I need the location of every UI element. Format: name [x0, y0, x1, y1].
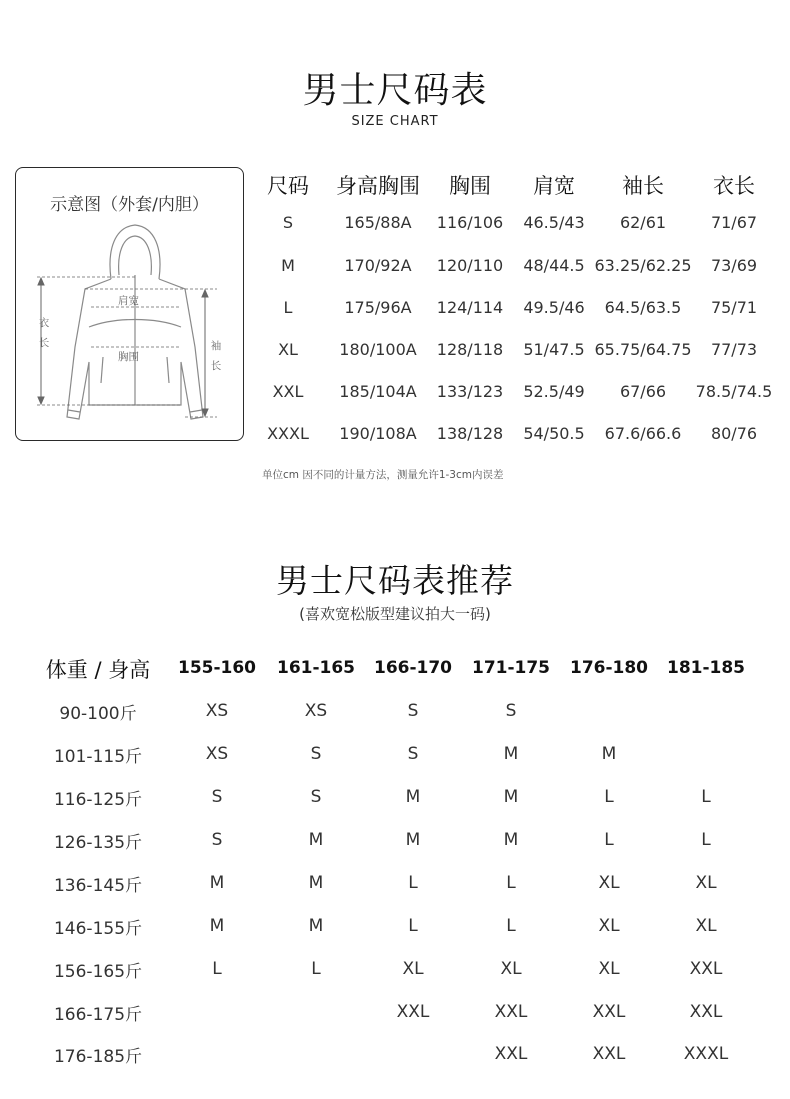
weight-label: 116-125斤: [53, 790, 143, 810]
weight-label: 176-185斤: [53, 1047, 143, 1067]
recommended-size: L: [212, 959, 222, 979]
recommended-size: XXL: [592, 1002, 626, 1022]
size-table-cell: 75/71: [710, 298, 758, 317]
recommended-size: XL: [402, 959, 424, 979]
size-table-cell: 48/44.5: [523, 256, 585, 275]
height-header: 171-175: [471, 658, 551, 678]
recommended-size: L: [604, 787, 614, 807]
size-table-header: 袖长: [622, 174, 664, 198]
size-table-cell: 133/123: [436, 382, 504, 401]
size-table-cell: 46.5/43: [523, 213, 585, 232]
size-table-cell: 71/67: [710, 213, 758, 232]
height-header: 155-160: [177, 658, 257, 678]
recommended-size: L: [701, 787, 711, 807]
recommended-size: XS: [304, 701, 328, 721]
size-table-cell: 116/106: [436, 213, 504, 232]
recommended-size: XXL: [494, 1002, 528, 1022]
size-table-header: 身高胸围: [336, 174, 420, 198]
recommended-size: L: [408, 873, 418, 893]
weight-label: 136-145斤: [53, 876, 143, 896]
recommended-size: S: [310, 744, 322, 764]
recommend-subtitle: (喜欢宽松版型建议拍大一码): [299, 605, 491, 623]
size-table-cell: XXL: [272, 382, 304, 401]
recommended-size: M: [308, 830, 324, 850]
shoulder-label: 肩宽: [118, 295, 139, 307]
height-header: 181-185: [666, 658, 746, 678]
weight-label: 90-100斤: [59, 704, 137, 724]
recommended-size: XXL: [689, 1002, 723, 1022]
weight-label: 146-155斤: [53, 919, 143, 939]
recommended-size: S: [310, 787, 322, 807]
size-table-header: 尺码: [267, 174, 309, 198]
recommended-size: XXL: [494, 1044, 528, 1064]
recommended-size: M: [503, 744, 519, 764]
weight-label: 101-115斤: [53, 747, 143, 767]
weight-label: 126-135斤: [53, 833, 143, 853]
sleeve-label: 袖长: [210, 340, 222, 372]
size-table-cell: 180/100A: [339, 340, 417, 359]
size-table-cell: 67.6/66.6: [604, 424, 682, 443]
recommended-size: M: [209, 873, 225, 893]
chest-label: 胸围: [118, 351, 139, 363]
recommended-size: L: [506, 916, 516, 936]
recommended-size: M: [308, 873, 324, 893]
size-table-cell: 124/114: [436, 298, 504, 317]
corner-header: 体重 / 身高: [45, 658, 151, 682]
size-table-cell: 175/96A: [344, 298, 412, 317]
recommended-size: S: [211, 787, 223, 807]
size-table-header: 肩宽: [533, 174, 575, 198]
size-table-cell: 77/73: [710, 340, 758, 359]
recommended-size: M: [308, 916, 324, 936]
recommended-size: XL: [598, 916, 620, 936]
recommended-size: XXL: [592, 1044, 626, 1064]
size-table-cell: 170/92A: [344, 256, 412, 275]
recommended-size: S: [505, 701, 517, 721]
size-chart-subtitle: SIZE CHART: [351, 114, 439, 129]
recommend-title: 男士尺码表推荐: [276, 561, 514, 600]
recommended-size: L: [701, 830, 711, 850]
recommended-size: S: [407, 744, 419, 764]
size-table-cell: 190/108A: [339, 424, 417, 443]
recommended-size: M: [601, 744, 617, 764]
recommended-size: L: [506, 873, 516, 893]
size-table-header: 衣长: [713, 174, 755, 198]
recommended-size: XXL: [689, 959, 723, 979]
height-header: 176-180: [569, 658, 649, 678]
size-table-cell: L: [283, 298, 293, 317]
recommended-size: XL: [598, 959, 620, 979]
size-table-cell: 138/128: [436, 424, 504, 443]
size-table-cell: 67/66: [619, 382, 667, 401]
size-table-cell: 62/61: [619, 213, 667, 232]
recommended-size: XS: [205, 701, 229, 721]
recommended-size: M: [503, 830, 519, 850]
weight-label: 156-165斤: [53, 962, 143, 982]
size-chart-title: 男士尺码表: [302, 70, 488, 111]
size-table-cell: 54/50.5: [523, 424, 585, 443]
diagram-caption: 示意图（外套/内胆）: [50, 195, 209, 215]
size-table-cell: XXXL: [267, 424, 309, 443]
size-table-cell: 120/110: [436, 256, 504, 275]
weight-label: 166-175斤: [53, 1005, 143, 1025]
recommended-size: M: [405, 830, 421, 850]
size-table-header: 胸围: [449, 174, 491, 198]
recommended-size: XXXL: [683, 1044, 729, 1064]
measurement-note: 单位cm 因不同的计量方法，测量允许1-3cm内误差: [262, 469, 504, 481]
recommended-size: S: [211, 830, 223, 850]
length-label: 衣长: [38, 317, 50, 349]
size-table-cell: 185/104A: [339, 382, 417, 401]
recommended-size: XS: [205, 744, 229, 764]
size-table-cell: 52.5/49: [523, 382, 585, 401]
recommended-size: XL: [500, 959, 522, 979]
size-table-cell: XL: [278, 340, 298, 359]
size-table-cell: S: [282, 213, 294, 232]
size-table-cell: 64.5/63.5: [604, 298, 682, 317]
size-table-cell: 78.5/74.5: [695, 382, 773, 401]
recommended-size: XL: [695, 916, 717, 936]
recommended-size: XL: [598, 873, 620, 893]
recommended-size: L: [408, 916, 418, 936]
recommended-size: XXL: [396, 1002, 430, 1022]
size-table-cell: 165/88A: [344, 213, 412, 232]
recommended-size: M: [503, 787, 519, 807]
size-table-cell: 73/69: [710, 256, 758, 275]
height-header: 161-165: [276, 658, 356, 678]
recommended-size: L: [311, 959, 321, 979]
recommended-size: M: [209, 916, 225, 936]
size-table-cell: 51/47.5: [523, 340, 585, 359]
size-table-cell: 128/118: [436, 340, 504, 359]
recommended-size: XL: [695, 873, 717, 893]
size-table-cell: 49.5/46: [523, 298, 585, 317]
size-table-cell: 80/76: [710, 424, 758, 443]
recommended-size: M: [405, 787, 421, 807]
size-table-cell: 65.75/64.75: [594, 340, 692, 359]
recommended-size: S: [407, 701, 419, 721]
height-header: 166-170: [373, 658, 453, 678]
size-table-cell: 63.25/62.25: [594, 256, 692, 275]
recommended-size: L: [604, 830, 614, 850]
size-table-cell: M: [281, 256, 295, 275]
